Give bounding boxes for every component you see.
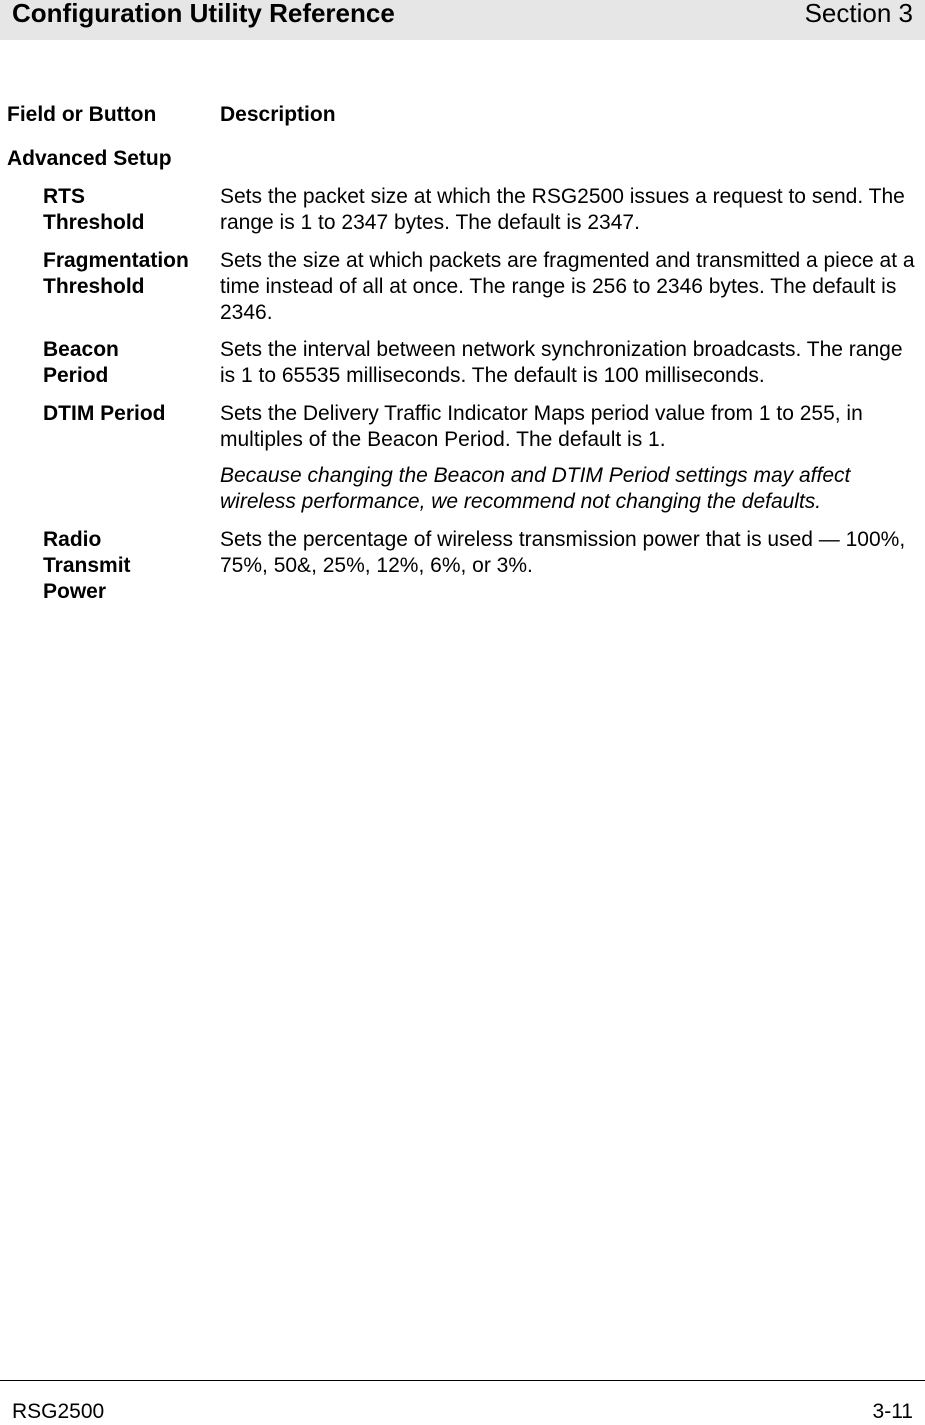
page-header bbox=[0, 0, 925, 40]
field-name: RTS Threshold bbox=[43, 185, 145, 234]
field-name: DTIM Period bbox=[43, 402, 166, 425]
header-section: Section 3 bbox=[804, 0, 913, 28]
footer-product: RSG2500 bbox=[12, 1400, 105, 1423]
field-name: Radio Transmit Power bbox=[43, 528, 131, 603]
group-label-advanced-setup: Advanced Setup bbox=[7, 147, 172, 170]
field-name: Beacon Period bbox=[43, 338, 119, 387]
footer-divider bbox=[0, 1380, 925, 1381]
field-description: Sets the percentage of wireless transmission power that is used — 100%, 75%, 50&, 25%, 12%, 6%, or 3%. bbox=[220, 528, 906, 577]
column-header-field: Field or Button bbox=[7, 103, 157, 126]
field-description: Sets the packet size at which the RSG2500 issues a request to send. The range is 1 to 2347 bytes. The default is 2347. bbox=[220, 185, 905, 234]
footer-page-number: 3-11 bbox=[872, 1400, 913, 1423]
field-note: Because changing the Beacon and DTIM Period settings may affect wireless performance, we recommend not changing the defaults. bbox=[220, 464, 851, 513]
column-header-description: Description bbox=[220, 103, 336, 126]
field-description: Sets the size at which packets are fragmented and transmitted a piece at a time instead of all at once. The range is 256 to 2346 bytes. The default is 2346. bbox=[220, 249, 915, 324]
field-name: Fragmentation Threshold bbox=[43, 249, 189, 298]
field-description: Sets the Delivery Traffic Indicator Maps period value from 1 to 255, in multiples of the Beacon Period. The default is 1. bbox=[220, 402, 863, 451]
field-description: Sets the interval between network synchronization broadcasts. The range is 1 to 65535 milliseconds. The default is 100 milliseconds. bbox=[220, 338, 903, 387]
header-title: Configuration Utility Reference bbox=[12, 0, 395, 28]
